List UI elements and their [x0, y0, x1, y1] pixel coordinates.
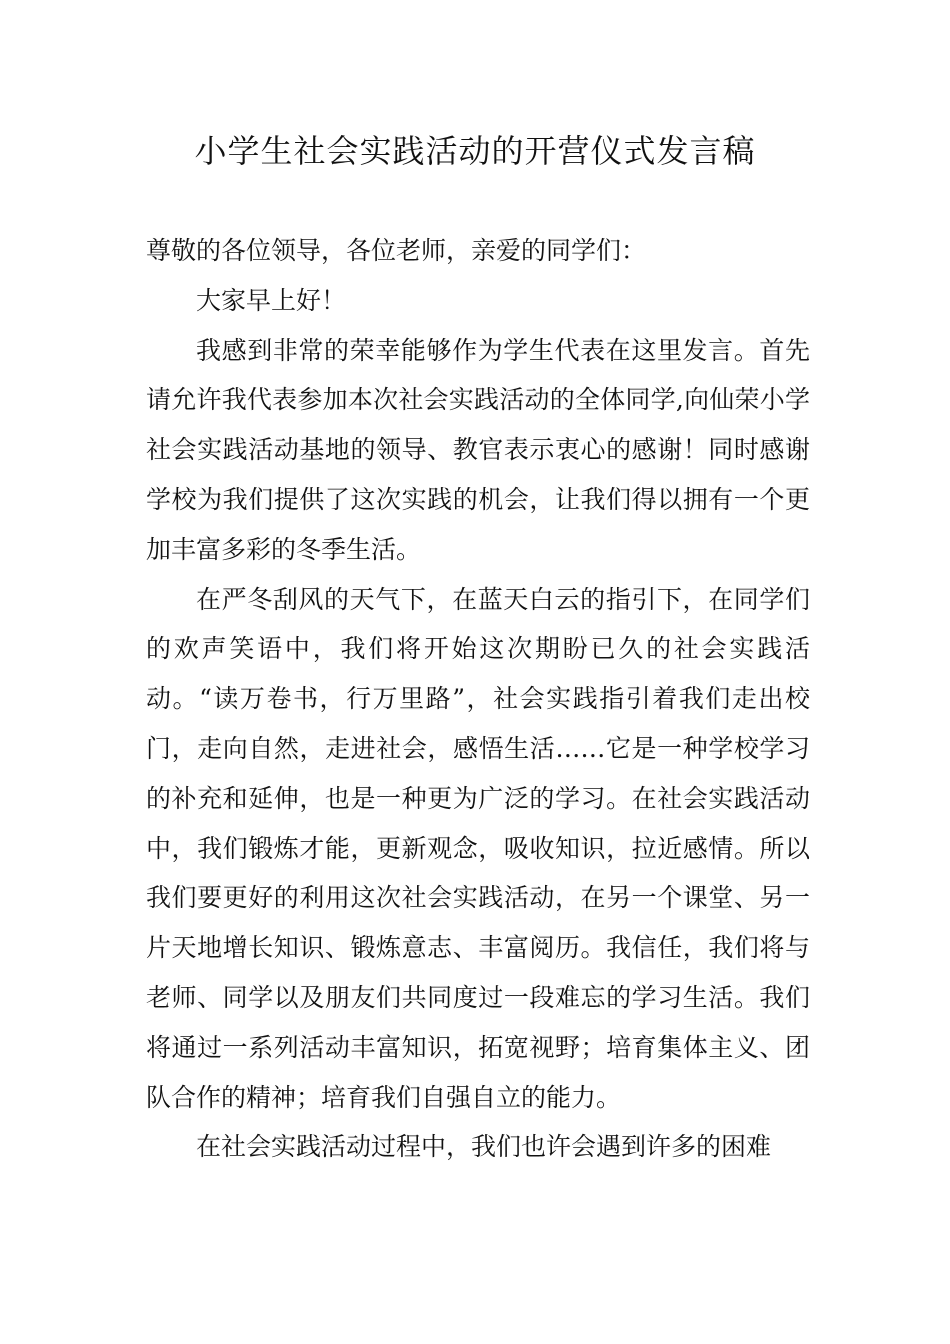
body-paragraph: 我感到非常的荣幸能够作为学生代表在这里发言。首先请允许我代表参加本次社会实践活动的全体同学,向仙荣小学社会实践活动基地的领导、教官表示衷心的感谢！同时感谢学校为我们提供了这次实践的机会，让我们得以拥有一个更加丰富多彩的冬季生活。	[146, 335, 810, 564]
greeting-paragraph: 大家早上好！	[196, 285, 347, 315]
document-title: 小学生社会实践活动的开营仪式发言稿	[194, 132, 756, 170]
salutation-paragraph: 尊敬的各位领导，各位老师，亲爱的同学们：	[146, 236, 647, 265]
body-paragraph: 在严冬刮风的天气下，在蓝天白云的指引下，在同学们的欢声笑语中，我们将开始这次期盼已久的社会实践活动。“读万卷书，行万里路”，社会实践指引着我们走出校门，走向自然，走进社会，感悟生活……它是一种学校学习的补充和延伸，也是一种更为广泛的学习。在社会实践活动中，我们锻炼才能，更新观念，吸收知识，拉近感情。所以我们要更好的利用这次社会实践活动，在另一个课堂、另一片天地增长知识、锻炼意志、丰富阅历。我信任，我们将与老师、同学以及朋友们共同度过一段难忘的学习生活。我们将通过一系列活动丰富知识，拓宽视野；培育集体主义、团队合作的精神；培育我们自强自立的能力。	[146, 584, 810, 1112]
document-body	[146, 226, 810, 1172]
body-paragraph: 在社会实践活动过程中，我们也许会遇到许多的困难	[196, 1132, 772, 1162]
